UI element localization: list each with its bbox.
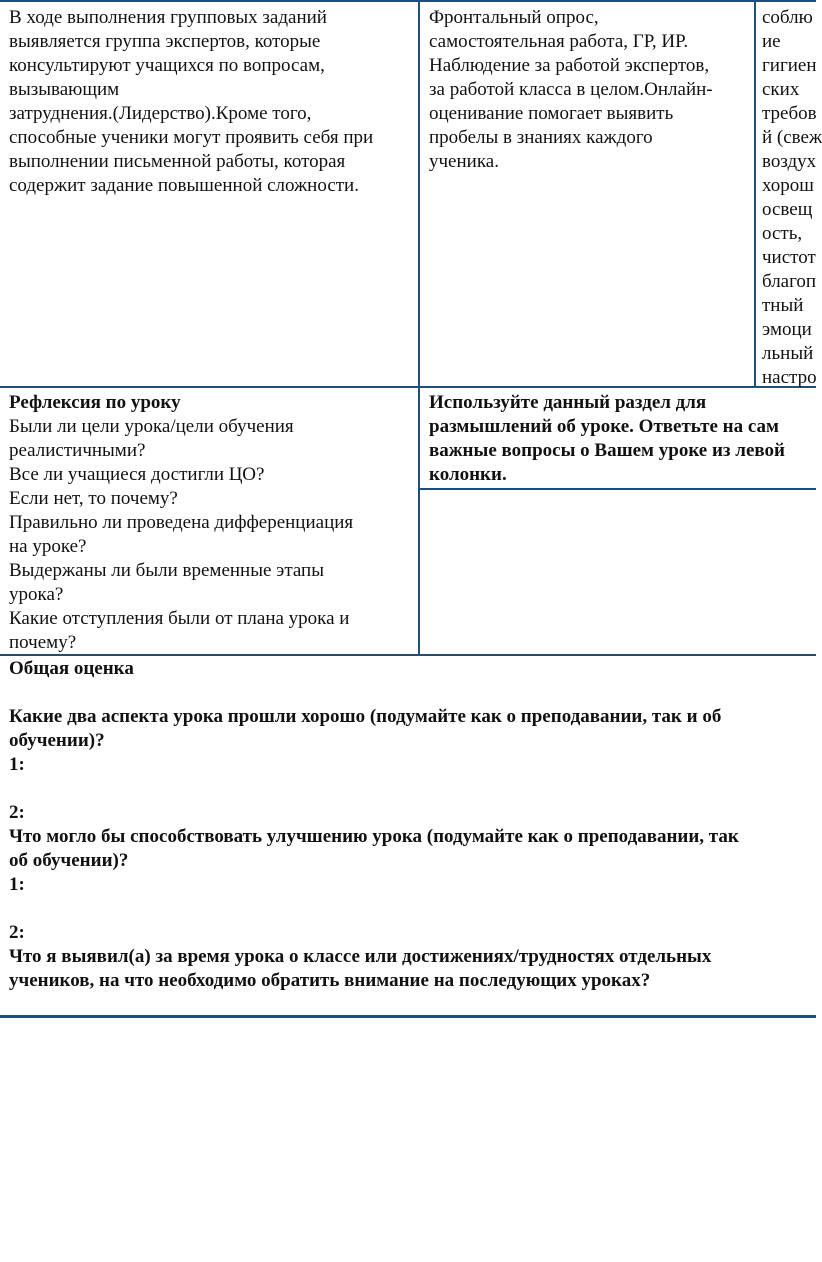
answer-number: 1:	[9, 754, 25, 775]
text-line: льный	[762, 343, 814, 364]
text-line: способные ученики могут проявить себя при	[9, 127, 374, 148]
text-line: за работой класса в целом.Онлайн-	[429, 79, 713, 100]
text-line: настро	[762, 367, 817, 388]
text-line: выполнении письменной работы, которая	[9, 151, 346, 172]
instruction-line: колонки.	[429, 464, 507, 485]
text-line: тный	[762, 295, 804, 316]
text-line: вызывающим	[9, 79, 120, 100]
text-line: затруднения.(Лидерство).Кроме того,	[9, 103, 312, 124]
text-line: выявляется группа экспертов, которые	[9, 31, 321, 52]
spacer	[9, 897, 816, 921]
text-line: эмоци	[762, 319, 812, 340]
text-line: чистот	[762, 247, 816, 268]
question-line: учеников, на что необходимо обратить внимание на последующих уроках?	[9, 970, 651, 991]
text-line: В ходе выполнения групповых заданий	[9, 7, 327, 28]
text-line: содержит задание повышенной сложности.	[9, 175, 359, 196]
answer-number: 1:	[9, 874, 25, 895]
question-line: Что я выявил(а) за время урока о классе или достижениях/трудностях отдельных	[9, 946, 712, 967]
text-line: хорош	[762, 175, 814, 196]
reflection-questions-cell	[9, 391, 414, 653]
overall-assessment-section	[9, 657, 816, 1013]
instruction-line: размышлений об уроке. Ответьте на сам	[429, 416, 779, 437]
answer-number: 2:	[9, 802, 25, 823]
text-line: ие	[762, 31, 781, 52]
text-line: Фронтальный опрос,	[429, 7, 599, 28]
text-line: благоп	[762, 271, 817, 292]
reflection-question-line: Если нет, то почему?	[9, 488, 178, 509]
question-line: обучении)?	[9, 730, 105, 751]
spacer	[9, 681, 816, 705]
text-line: требов	[762, 103, 817, 124]
question-line: Какие два аспекта урока прошли хорошо (подумайте как о преподавании, так и об	[9, 706, 722, 727]
reflection-question-line: на уроке?	[9, 536, 87, 557]
reflection-heading: Рефлексия по уроку	[9, 392, 181, 413]
table-bottom-rule	[0, 1015, 816, 1018]
text-line: соблю	[762, 7, 813, 28]
reflection-question-line: урока?	[9, 584, 64, 605]
answer-number: 2:	[9, 922, 25, 943]
reflection-question-line: Были ли цели урока/цели обучения	[9, 416, 294, 437]
spacer	[9, 777, 816, 801]
reflection-question-line: Все ли учащиеся достигли ЦО?	[9, 464, 265, 485]
reflection-question-line: Какие отступления были от плана урока и	[9, 608, 350, 629]
text-line: самостоятельная работа, ГР, ИР.	[429, 31, 689, 52]
instruction-line: Используйте данный раздел для	[429, 392, 707, 413]
reflection-instruction-cell	[429, 391, 816, 487]
text-line: й (свеж	[762, 127, 822, 148]
text-line: ученика.	[429, 151, 499, 172]
text-line: консультируют учащихся по вопросам,	[9, 55, 325, 76]
summary-heading: Общая оценка	[9, 658, 134, 679]
table-top-rule	[0, 0, 816, 2]
question-line: Что могло бы способствовать улучшению урока (подумайте как о преподавании, так	[9, 826, 739, 847]
assessment-methods-cell	[429, 6, 751, 384]
column-divider-2	[754, 0, 756, 388]
group-work-description-cell	[9, 6, 414, 384]
text-line: воздух	[762, 151, 817, 172]
reflection-question-line: Правильно ли проведена дифференциация	[9, 512, 354, 533]
text-line: оценивание помогает выявить	[429, 103, 674, 124]
reflection-answer-area[interactable]	[420, 490, 816, 654]
text-line: освещ	[762, 199, 813, 220]
reflection-question-line: реалистичными?	[9, 440, 146, 461]
question-line: об обучении)?	[9, 850, 129, 871]
table-row-divider-1	[0, 386, 816, 388]
instruction-line: важные вопросы о Вашем уроке из левой	[429, 440, 785, 461]
reflection-question-line: Выдержаны ли были временные этапы	[9, 560, 324, 581]
text-line: Наблюдение за работой экспертов,	[429, 55, 710, 76]
reflection-question-line: почему?	[9, 632, 77, 653]
health-safety-cell	[762, 6, 822, 388]
text-line: гигиен	[762, 55, 817, 76]
text-line: пробелы в знаниях каждого	[429, 127, 653, 148]
text-line: ских	[762, 79, 800, 100]
text-line: ость,	[762, 223, 803, 244]
